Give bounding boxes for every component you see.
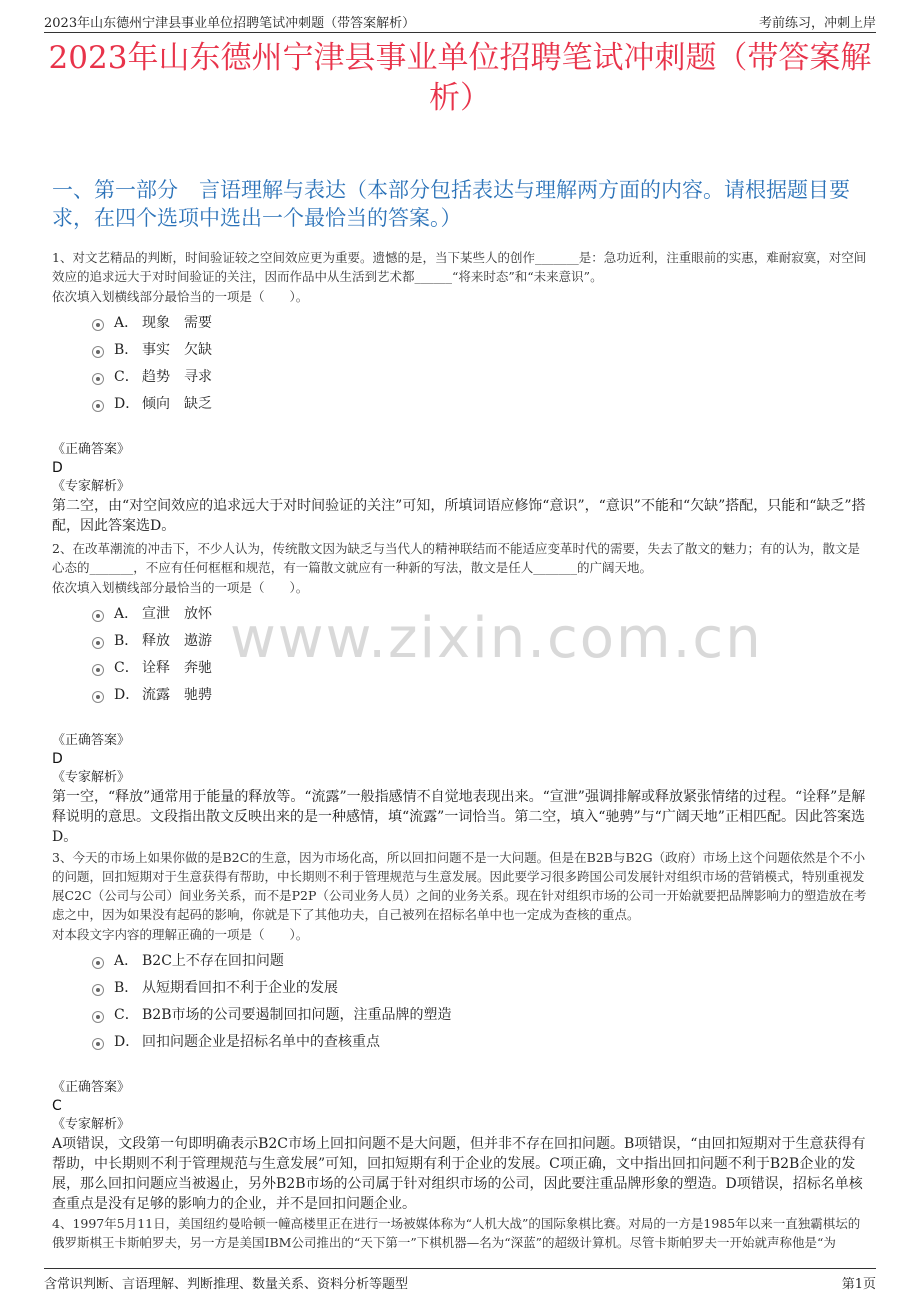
question-text: 1、对文艺精品的判断，时间验证较之空间效应更为重要。遗憾的是，当下某些人的创作_______是：急功近利，注重眼前的实惠，难耐寂寞，对空间效应的追求远大于对时间验证的关注，因而作品中从生活到艺术都______“将来时态”和“未来意识”。: [52, 250, 867, 284]
answer-block: [52, 440, 872, 536]
analysis-label: 《专家解析》: [52, 479, 131, 494]
radio-icon[interactable]: [92, 637, 104, 649]
option-c[interactable]: C． 趋势 寻求: [52, 364, 872, 391]
option-b[interactable]: B． 事实 欠缺: [52, 337, 872, 364]
option-list: [52, 310, 872, 418]
radio-icon[interactable]: [92, 1011, 104, 1023]
analysis-text: 第二空，由“对空间效应的追求远大于对时间验证的关注”可知，所填词语应修饰“意识”，“意识”不能和“欠缺”搭配，只能和“缺乏”搭配，因此答案选D。: [52, 498, 866, 534]
watermark: www.zixin.com.cn: [230, 606, 763, 671]
answer-label: 《正确答案》: [52, 442, 131, 457]
question-prompt: 依次填入划横线部分最恰当的一项是（ ）。: [52, 289, 309, 304]
radio-icon[interactable]: [92, 319, 104, 331]
question-3: [52, 848, 872, 1214]
page-footer: [44, 1268, 876, 1291]
page-number: 第1页: [841, 1277, 876, 1292]
analysis-label: 《专家解析》: [52, 770, 131, 785]
analysis-text: 第一空，“释放”通常用于能量的释放等。“流露”一般指感情不自觉地表现出来。“宣泄”强调排解或释放紧张情绪的过程。“诠释”是解释说明的意思。文段指出散文反映出来的是一种感情，填“流露”一词恰当。第二空，填入“驰骋”与“广阔天地”正相匹配。因此答案选D。: [52, 789, 866, 845]
footer-note: 含常识判断、言语理解、判断推理、数量关系、资料分析等题型: [44, 1277, 409, 1292]
option-b[interactable]: B． 释放 遨游: [52, 628, 872, 655]
option-c[interactable]: C． B2B市场的公司要遏制回扣问题，注重品牌的塑造: [52, 1002, 872, 1029]
answer-block: [52, 1078, 872, 1214]
answer-block: [52, 731, 872, 847]
radio-icon[interactable]: [92, 1038, 104, 1050]
option-d[interactable]: D． 倾向 缺乏: [52, 391, 872, 418]
header-doc-title: 2023年山东德州宁津县事业单位招聘笔试冲刺题（带答案解析）: [44, 16, 416, 31]
radio-icon[interactable]: [92, 664, 104, 676]
option-b[interactable]: B． 从短期看回扣不利于企业的发展: [52, 975, 872, 1002]
question-prompt: 依次填入划横线部分最恰当的一项是（ ）。: [52, 580, 309, 595]
section-title: 一、第一部分 言语理解与表达（本部分包括表达与理解两方面的内容。请根据题目要求，在四个选项中选出一个最恰当的答案。）: [52, 178, 850, 230]
correct-answer: C: [52, 1098, 62, 1114]
answer-label: 《正确答案》: [52, 733, 131, 748]
radio-icon[interactable]: [92, 984, 104, 996]
header-slogan: 考前练习，冲刺上岸: [758, 16, 876, 31]
option-d[interactable]: D． 流露 驰骋: [52, 682, 872, 709]
question-text: 2、在改革潮流的冲击下，不少人认为，传统散文因为缺乏与当代人的精神联结而不能适应变革时代的需要，失去了散文的魅力；有的认为，散文是心态的_______，不应有任何框框和规范，有一篇散文就应有一种新的写法，散文是任人_______的广阔天地。: [52, 541, 860, 575]
answer-label: 《正确答案》: [52, 1080, 131, 1095]
option-c[interactable]: C． 诠释 奔驰: [52, 655, 872, 682]
correct-answer: D: [52, 751, 63, 767]
option-a[interactable]: A． 现象 需要: [52, 310, 872, 337]
radio-icon[interactable]: [92, 373, 104, 385]
radio-icon[interactable]: [92, 346, 104, 358]
analysis-label: 《专家解析》: [52, 1117, 131, 1132]
option-a[interactable]: A． B2C上不存在回扣问题: [52, 948, 872, 975]
radio-icon[interactable]: [92, 400, 104, 412]
question-text: 4、1997年5月11日，美国纽约曼哈顿一幢高楼里正在进行一场被媒体称为“人机大战”的国际象棋比赛。对局的一方是1985年以来一直独霸棋坛的俄罗斯棋王卡斯帕罗夫，另一方是美国IBM公司推出的“天下第一”下棋机器—名为“深蓝”的超级计算机。尽管卡斯帕罗夫一开始就声称他是“为: [52, 1216, 861, 1250]
question-2: [52, 539, 872, 847]
radio-icon[interactable]: [92, 957, 104, 969]
option-list: [52, 948, 872, 1056]
radio-icon[interactable]: [92, 691, 104, 703]
question-prompt: 对本段文字内容的理解正确的一项是（ ）。: [52, 927, 309, 942]
question-text: 3、今天的市场上如果你做的是B2C的生意，因为市场化高，所以回扣问题不是一大问题。但是在B2B与B2G（政府）市场上这个问题依然是个不小的问题，回扣短期对于生意获得有帮助，中长期则不利于管理规范与生意发展。因此要学习很多跨国公司发展针对组织市场的营销模式，特别重视发展C2C（公司与公司）间业务关系，而不是P2P（公司业务人员）之间的业务关系。现在针对组织市场的公司一开始就要把品牌影响力的塑造放在考虑之中，因为如果没有起码的影响，你就是下了其他功夫，自己被列在招标名单中也一定成为查核的重点。: [52, 850, 867, 922]
question-1: [52, 248, 872, 536]
question-4: [52, 1214, 872, 1252]
page-header: [44, 10, 876, 33]
correct-answer: D: [52, 460, 63, 476]
option-a[interactable]: A． 宣泄 放怀: [52, 601, 872, 628]
option-d[interactable]: D． 回扣问题企业是招标名单中的查核重点: [52, 1029, 872, 1056]
radio-icon[interactable]: [92, 610, 104, 622]
analysis-text: A项错误，文段第一句即明确表示B2C市场上回扣问题不是大问题，但并非不存在回扣问题。B项错误，“由回扣短期对于生意获得有帮助，中长期则不利于管理规范与生意发展”可知，回扣短期有利于企业的发展。C项正确，文中指出回扣问题不利于B2B企业的发展，那么回扣问题应当被遏止，另外B2B市场的公司属于针对组织市场的公司，因此要注重品牌形象的塑造。D项错误，招标名单核查重点是没有足够的影响力的企业，并不是回扣问题企业。: [52, 1136, 866, 1212]
page-title: 2023年山东德州宁津县事业单位招聘笔试冲刺题（带答案解析）: [48, 40, 872, 116]
